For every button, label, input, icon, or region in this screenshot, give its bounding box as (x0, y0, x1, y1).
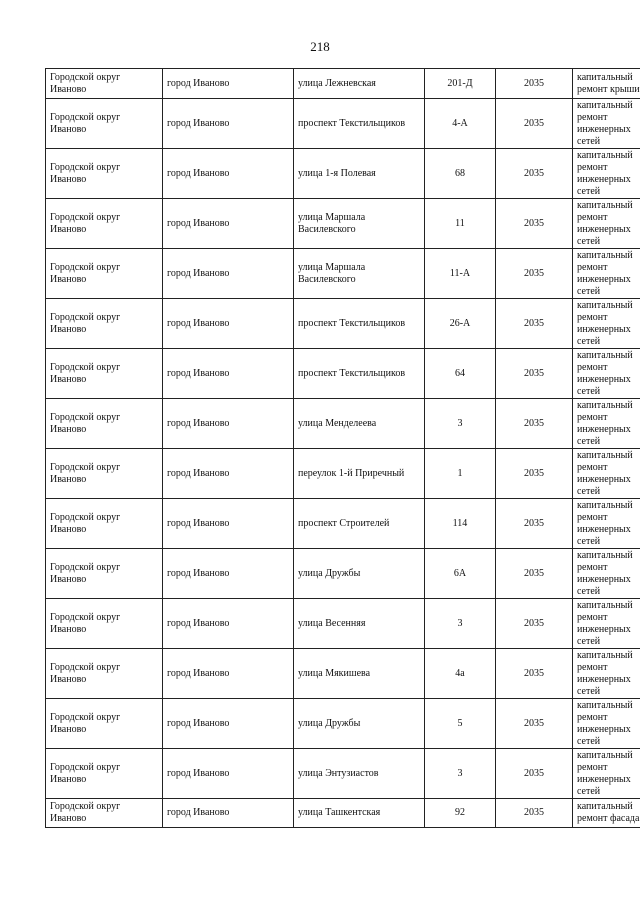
work-type-cell: капитальный ремонт инженерных сетей (573, 649, 640, 699)
city-cell: город Иваново (163, 649, 294, 699)
year-cell: 2035 (496, 749, 573, 799)
year-cell: 2035 (496, 69, 573, 99)
city-cell: город Иваново (163, 149, 294, 199)
table-row (46, 799, 640, 828)
year-cell: 2035 (496, 199, 573, 249)
district-cell: Городской округ Иваново (46, 199, 163, 249)
house-number-cell: 201-Д (425, 69, 496, 99)
street-cell: проспект Строителей (294, 499, 425, 549)
house-number-cell: 64 (425, 349, 496, 399)
district-cell: Городской округ Иваново (46, 69, 163, 99)
district-cell: Городской округ Иваново (46, 449, 163, 499)
work-type-cell: капитальный ремонт инженерных сетей (573, 249, 640, 299)
house-number-cell: 114 (425, 499, 496, 549)
year-cell: 2035 (496, 499, 573, 549)
year-cell: 2035 (496, 699, 573, 749)
year-cell: 2035 (496, 149, 573, 199)
page-number: 218 (310, 39, 330, 54)
house-number-cell: 5 (425, 699, 496, 749)
city-cell: город Иваново (163, 699, 294, 749)
work-type-cell: капитальный ремонт инженерных сетей (573, 549, 640, 599)
district-cell: Городской округ Иваново (46, 399, 163, 449)
district-cell: Городской округ Иваново (46, 599, 163, 649)
repair-register-table (45, 68, 640, 828)
table-row (46, 299, 640, 349)
table-row (46, 599, 640, 649)
work-type-cell: капитальный ремонт инженерных сетей (573, 299, 640, 349)
street-cell: проспект Текстильщиков (294, 349, 425, 399)
city-cell: город Иваново (163, 799, 294, 828)
year-cell: 2035 (496, 599, 573, 649)
work-type-cell: капитальный ремонт инженерных сетей (573, 199, 640, 249)
table-row (46, 499, 640, 549)
house-number-cell: 11 (425, 199, 496, 249)
street-cell: улица Маршала Василевского (294, 249, 425, 299)
city-cell: город Иваново (163, 449, 294, 499)
district-cell: Городской округ Иваново (46, 749, 163, 799)
city-cell: город Иваново (163, 749, 294, 799)
street-cell: улица Энтузиастов (294, 749, 425, 799)
street-cell: проспект Текстильщиков (294, 99, 425, 149)
year-cell: 2035 (496, 449, 573, 499)
house-number-cell: 4а (425, 649, 496, 699)
house-number-cell: 6А (425, 549, 496, 599)
table-row (46, 349, 640, 399)
work-type-cell: капитальный ремонт инженерных сетей (573, 149, 640, 199)
district-cell: Городской округ Иваново (46, 499, 163, 549)
year-cell: 2035 (496, 649, 573, 699)
district-cell: Городской округ Иваново (46, 799, 163, 828)
street-cell: улица 1-я Полевая (294, 149, 425, 199)
house-number-cell: 3 (425, 599, 496, 649)
work-type-cell: капитальный ремонт инженерных сетей (573, 499, 640, 549)
work-type-cell: капитальный ремонт инженерных сетей (573, 349, 640, 399)
work-type-cell: капитальный ремонт инженерных сетей (573, 599, 640, 649)
house-number-cell: 4-А (425, 99, 496, 149)
table-row (46, 749, 640, 799)
table-row (46, 199, 640, 249)
city-cell: город Иваново (163, 399, 294, 449)
district-cell: Городской округ Иваново (46, 149, 163, 199)
district-cell: Городской округ Иваново (46, 249, 163, 299)
table-row (46, 149, 640, 199)
street-cell: улица Менделеева (294, 399, 425, 449)
house-number-cell: 92 (425, 799, 496, 828)
city-cell: город Иваново (163, 99, 294, 149)
street-cell: улица Мякишева (294, 649, 425, 699)
city-cell: город Иваново (163, 599, 294, 649)
city-cell: город Иваново (163, 549, 294, 599)
city-cell: город Иваново (163, 499, 294, 549)
work-type-cell: капитальный ремонт инженерных сетей (573, 449, 640, 499)
table-row (46, 649, 640, 699)
city-cell: город Иваново (163, 249, 294, 299)
year-cell: 2035 (496, 249, 573, 299)
street-cell: проспект Текстильщиков (294, 299, 425, 349)
work-type-cell: капитальный ремонт инженерных сетей (573, 699, 640, 749)
street-cell: улица Дружбы (294, 699, 425, 749)
year-cell: 2035 (496, 99, 573, 149)
city-cell: город Иваново (163, 69, 294, 99)
district-cell: Городской округ Иваново (46, 549, 163, 599)
table-row (46, 99, 640, 149)
district-cell: Городской округ Иваново (46, 299, 163, 349)
table-row (46, 69, 640, 99)
work-type-cell: капитальный ремонт крыши (573, 69, 640, 99)
table-row (46, 399, 640, 449)
district-cell: Городской округ Иваново (46, 99, 163, 149)
year-cell: 2035 (496, 299, 573, 349)
table-row (46, 449, 640, 499)
year-cell: 2035 (496, 549, 573, 599)
street-cell: улица Лежневская (294, 69, 425, 99)
street-cell: улица Маршала Василевского (294, 199, 425, 249)
street-cell: улица Ташкентская (294, 799, 425, 828)
work-type-cell: капитальный ремонт инженерных сетей (573, 99, 640, 149)
year-cell: 2035 (496, 349, 573, 399)
house-number-cell: 11-А (425, 249, 496, 299)
district-cell: Городской округ Иваново (46, 699, 163, 749)
table-body (46, 69, 640, 828)
house-number-cell: 3 (425, 399, 496, 449)
table-row (46, 699, 640, 749)
year-cell: 2035 (496, 399, 573, 449)
city-cell: город Иваново (163, 299, 294, 349)
table-row (46, 549, 640, 599)
table-row (46, 249, 640, 299)
work-type-cell: капитальный ремонт фасада (573, 799, 640, 828)
work-type-cell: капитальный ремонт инженерных сетей (573, 749, 640, 799)
house-number-cell: 1 (425, 449, 496, 499)
year-cell: 2035 (496, 799, 573, 828)
work-type-cell: капитальный ремонт инженерных сетей (573, 399, 640, 449)
street-cell: переулок 1-й Приречный (294, 449, 425, 499)
house-number-cell: 26-А (425, 299, 496, 349)
house-number-cell: 3 (425, 749, 496, 799)
district-cell: Городской округ Иваново (46, 649, 163, 699)
city-cell: город Иваново (163, 199, 294, 249)
street-cell: улица Весенняя (294, 599, 425, 649)
street-cell: улица Дружбы (294, 549, 425, 599)
district-cell: Городской округ Иваново (46, 349, 163, 399)
house-number-cell: 68 (425, 149, 496, 199)
city-cell: город Иваново (163, 349, 294, 399)
